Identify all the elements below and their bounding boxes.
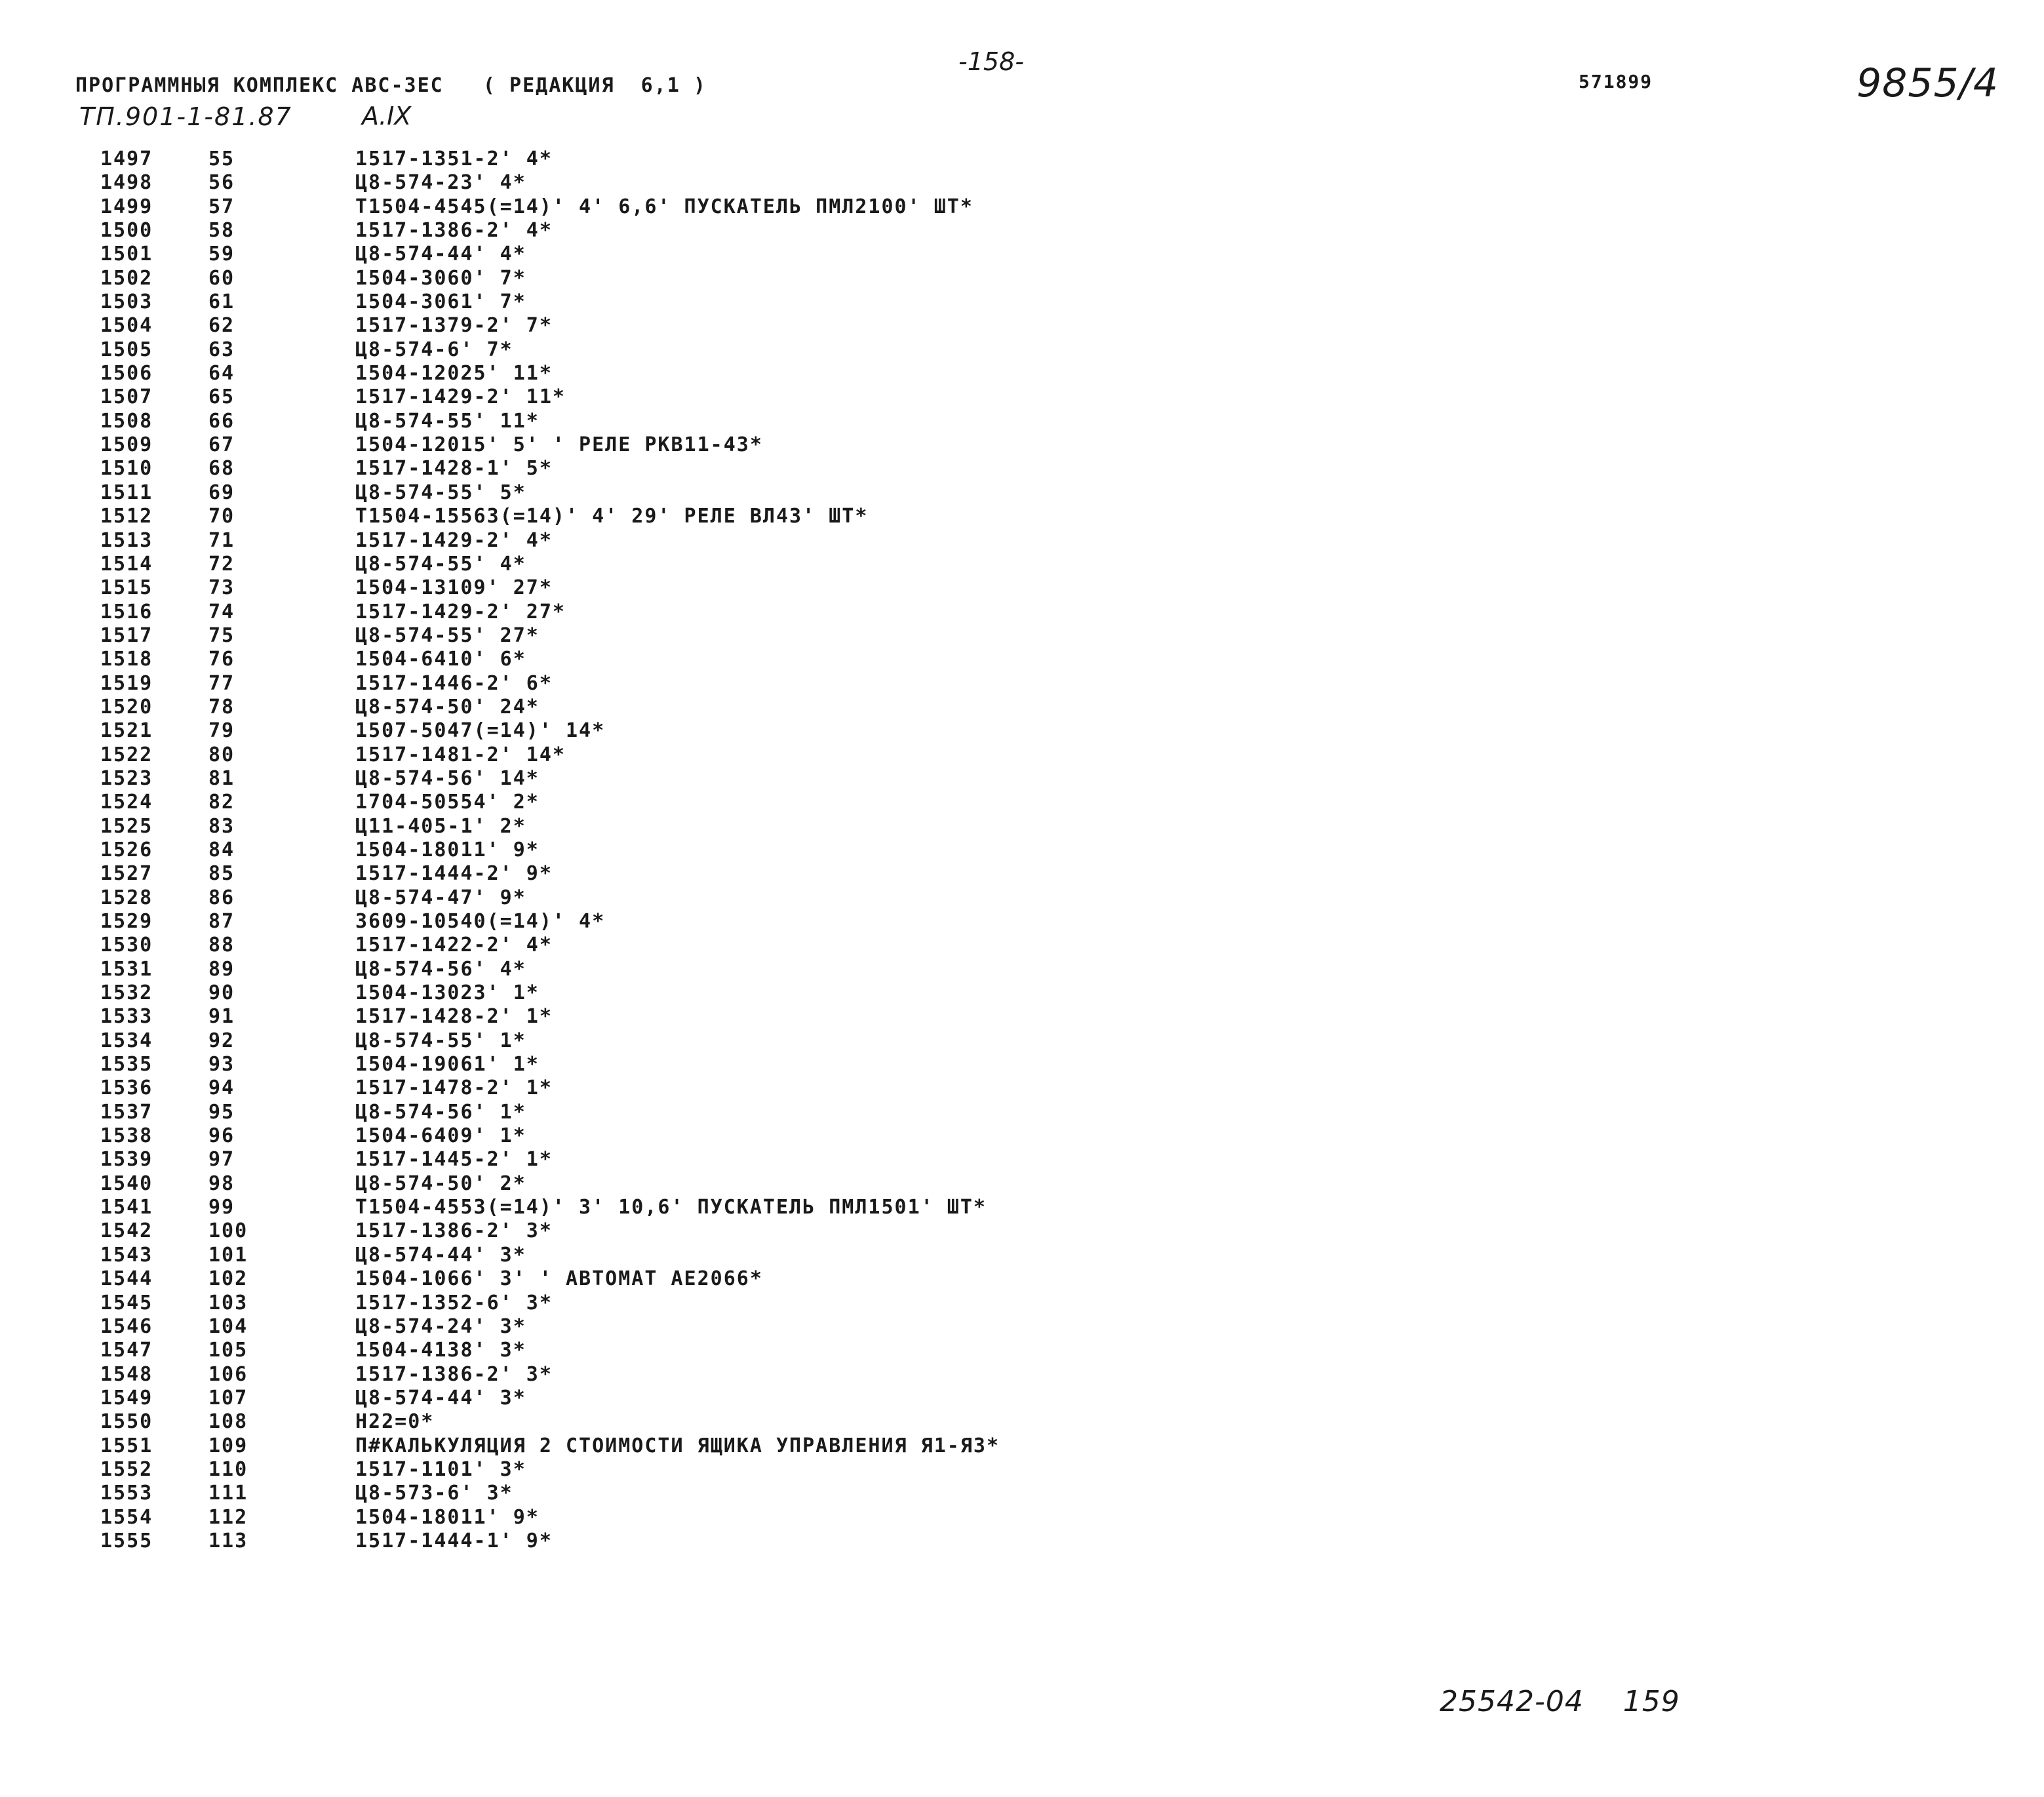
step-number: 74 <box>208 600 235 623</box>
record-text: Ц8-574-55' 5* <box>355 481 526 504</box>
step-number: 107 <box>208 1386 248 1410</box>
step-number: 102 <box>208 1267 248 1291</box>
line-number: 1513 <box>100 528 153 552</box>
step-number: 61 <box>208 290 235 314</box>
step-number: 79 <box>208 719 235 743</box>
line-number: 1522 <box>100 743 153 766</box>
step-number: 69 <box>208 481 235 504</box>
project-code: ТП.901-1-81.87 <box>79 102 292 131</box>
line-number: 1504 <box>100 314 153 338</box>
record-text: Т1504-4553(=14)' 3' 10,6' ПУСКАТЕЛЬ ПМЛ1501' ШТ* <box>355 1196 987 1219</box>
line-number: 1503 <box>100 290 153 314</box>
record-text: Ц8-573-6' 3* <box>355 1482 513 1505</box>
record-text: Н22=0* <box>355 1410 435 1434</box>
line-number: 1542 <box>100 1219 153 1243</box>
line-number: 1543 <box>100 1243 153 1267</box>
record-text: Ц11-405-1' 2* <box>355 814 526 838</box>
line-number: 1552 <box>100 1457 153 1481</box>
step-number: 95 <box>208 1100 235 1124</box>
record-text: 1704-50554' 2* <box>355 791 540 814</box>
page-number: -158- <box>958 47 1024 76</box>
step-number: 84 <box>208 838 235 861</box>
step-number: 73 <box>208 576 235 600</box>
sheet-code: 9855/4 <box>1857 60 1999 106</box>
line-number: 1548 <box>100 1362 153 1386</box>
step-number: 98 <box>208 1172 235 1195</box>
listing-row <box>0 267 2044 290</box>
listing-row <box>0 1053 2044 1076</box>
line-number: 1526 <box>100 838 153 861</box>
step-number: 62 <box>208 314 235 338</box>
listing-row <box>0 219 2044 243</box>
listing-row <box>0 1219 2044 1243</box>
step-number: 65 <box>208 385 235 409</box>
record-text: 1517-1445-2' 1* <box>355 1148 553 1172</box>
record-text: 1517-1478-2' 1* <box>355 1076 553 1100</box>
record-text: 1517-1428-2' 1* <box>355 1005 553 1029</box>
record-text: 1517-1422-2' 4* <box>355 934 553 957</box>
step-number: 57 <box>208 195 235 218</box>
line-number: 1529 <box>100 910 153 933</box>
line-number: 1532 <box>100 981 153 1005</box>
listing-row <box>0 1315 2044 1339</box>
listing-row <box>0 1172 2044 1196</box>
step-number: 78 <box>208 695 235 719</box>
line-number: 1521 <box>100 719 153 743</box>
step-number: 113 <box>208 1529 248 1552</box>
record-text: 1517-1428-1' 5* <box>355 457 553 481</box>
record-text: 1517-1379-2' 7* <box>355 314 553 338</box>
line-number: 1519 <box>100 671 153 695</box>
album-reference: А.IX <box>362 102 412 130</box>
line-number: 1528 <box>100 886 153 909</box>
line-number: 1502 <box>100 266 153 290</box>
line-number: 1546 <box>100 1314 153 1338</box>
listing-row <box>0 767 2044 791</box>
step-number: 110 <box>208 1457 248 1481</box>
line-number: 1553 <box>100 1482 153 1505</box>
listing-row <box>0 529 2044 553</box>
line-number: 1541 <box>100 1196 153 1219</box>
record-text: 1517-1352-6' 3* <box>355 1291 553 1314</box>
line-number: 1537 <box>100 1100 153 1124</box>
listing-row <box>0 648 2044 671</box>
step-number: 68 <box>208 457 235 481</box>
listing-row <box>0 1458 2044 1482</box>
step-number: 105 <box>208 1339 248 1362</box>
listing-row <box>0 195 2044 219</box>
listing-row <box>0 839 2044 862</box>
listing-row <box>0 362 2044 385</box>
listing-row <box>0 314 2044 338</box>
record-text: 1517-1351-2' 4* <box>355 148 553 170</box>
step-number: 77 <box>208 671 235 695</box>
record-text: 1517-1101' 3* <box>355 1457 526 1481</box>
step-number: 82 <box>208 791 235 814</box>
listing-row <box>0 1005 2044 1029</box>
record-text: 1504-6410' 6* <box>355 648 526 671</box>
record-text: 1504-12015' 5' ' РЕЛЕ РКВ11-43* <box>355 433 763 457</box>
listing-row <box>0 148 2044 171</box>
listing-row <box>0 1267 2044 1291</box>
record-text: Ц8-574-44' 3* <box>355 1386 526 1410</box>
step-number: 71 <box>208 528 235 552</box>
listing-row <box>0 1076 2044 1100</box>
record-text: Ц8-574-56' 4* <box>355 957 526 981</box>
line-number: 1516 <box>100 600 153 623</box>
step-number: 104 <box>208 1314 248 1338</box>
step-number: 67 <box>208 433 235 457</box>
step-number: 101 <box>208 1243 248 1267</box>
record-text: 1504-13023' 1* <box>355 981 540 1005</box>
step-number: 91 <box>208 1005 235 1029</box>
listing-row <box>0 1530 2044 1553</box>
listing-row <box>0 433 2044 457</box>
line-number: 1501 <box>100 243 153 266</box>
line-number: 1499 <box>100 195 153 218</box>
record-text: Ц8-574-6' 7* <box>355 338 513 361</box>
line-number: 1547 <box>100 1339 153 1362</box>
listing-row <box>0 457 2044 481</box>
line-number: 1518 <box>100 648 153 671</box>
step-number: 89 <box>208 957 235 981</box>
record-text: Ц8-574-50' 24* <box>355 695 540 719</box>
line-number: 1497 <box>100 148 153 170</box>
listing-row <box>0 791 2044 814</box>
listing-row <box>0 243 2044 266</box>
record-text: Т1504-15563(=14)' 4' 29' РЕЛЕ ВЛ43' ШТ* <box>355 505 869 528</box>
step-number: 81 <box>208 766 235 790</box>
footer-stamp: 25542-04 159 <box>1440 1685 1680 1718</box>
listing-row <box>0 1506 2044 1530</box>
listing-row <box>0 1029 2044 1053</box>
step-number: 86 <box>208 886 235 909</box>
listing-row <box>0 1244 2044 1267</box>
step-number: 59 <box>208 243 235 266</box>
listing-row <box>0 338 2044 362</box>
record-text: 1517-1446-2' 6* <box>355 671 553 695</box>
step-number: 66 <box>208 409 235 433</box>
record-text: 3609-10540(=14)' 4* <box>355 910 606 933</box>
record-text: Ц8-574-56' 14* <box>355 766 540 790</box>
step-number: 99 <box>208 1196 235 1219</box>
step-number: 100 <box>208 1219 248 1243</box>
listing-row <box>0 601 2044 624</box>
record-text: 1504-12025' 11* <box>355 362 553 385</box>
step-number: 72 <box>208 552 235 576</box>
line-number: 1525 <box>100 814 153 838</box>
line-number: 1530 <box>100 934 153 957</box>
listing-row <box>0 481 2044 505</box>
line-number: 1535 <box>100 1053 153 1076</box>
line-number: 1531 <box>100 957 153 981</box>
listing-row <box>0 1196 2044 1219</box>
record-text: 1504-19061' 1* <box>355 1053 540 1076</box>
step-number: 96 <box>208 1124 235 1148</box>
listing-row <box>0 886 2044 910</box>
listing-row <box>0 505 2044 528</box>
step-number: 112 <box>208 1505 248 1529</box>
record-text: 1517-1429-2' 4* <box>355 528 553 552</box>
step-number: 56 <box>208 171 235 195</box>
listing-row <box>0 815 2044 839</box>
line-number: 1555 <box>100 1529 153 1552</box>
record-text: Т1504-4545(=14)' 4' 6,6' ПУСКАТЕЛЬ ПМЛ2100' ШТ* <box>355 195 973 218</box>
line-number: 1534 <box>100 1029 153 1052</box>
step-number: 87 <box>208 910 235 933</box>
record-text: Ц8-574-47' 9* <box>355 886 526 909</box>
record-text: 1504-4138' 3* <box>355 1339 526 1362</box>
record-text: Ц8-574-56' 1* <box>355 1100 526 1124</box>
line-number: 1506 <box>100 362 153 385</box>
step-number: 103 <box>208 1291 248 1314</box>
listing-row <box>0 1339 2044 1362</box>
listing-row <box>0 981 2044 1005</box>
listing-row <box>0 553 2044 576</box>
line-number: 1505 <box>100 338 153 361</box>
line-number: 1509 <box>100 433 153 457</box>
step-number: 93 <box>208 1053 235 1076</box>
record-text: 1517-1481-2' 14* <box>355 743 566 766</box>
record-text: 1517-1444-1' 9* <box>355 1529 553 1552</box>
record-text: 1517-1386-2' 3* <box>355 1362 553 1386</box>
record-text: 1517-1386-2' 4* <box>355 219 553 243</box>
listing-row <box>0 1124 2044 1148</box>
line-number: 1508 <box>100 409 153 433</box>
record-text: Ц8-574-24' 3* <box>355 1314 526 1338</box>
line-number: 1533 <box>100 1005 153 1029</box>
step-number: 109 <box>208 1434 248 1457</box>
step-number: 92 <box>208 1029 235 1052</box>
line-number: 1545 <box>100 1291 153 1314</box>
step-number: 55 <box>208 148 235 170</box>
record-text: Ц8-574-44' 4* <box>355 243 526 266</box>
line-number: 1507 <box>100 385 153 409</box>
listing-row <box>0 1101 2044 1124</box>
line-number: 1524 <box>100 791 153 814</box>
step-number: 70 <box>208 505 235 528</box>
listing-row <box>0 1434 2044 1458</box>
record-text: Ц8-574-55' 1* <box>355 1029 526 1052</box>
line-number: 1520 <box>100 695 153 719</box>
step-number: 58 <box>208 219 235 243</box>
record-text: 1507-5047(=14)' 14* <box>355 719 606 743</box>
listing-row <box>0 1410 2044 1434</box>
line-number: 1536 <box>100 1076 153 1100</box>
step-number: 76 <box>208 648 235 671</box>
listing-row <box>0 1363 2044 1387</box>
record-text: 1504-3060' 7* <box>355 266 526 290</box>
record-text: Ц8-574-44' 3* <box>355 1243 526 1267</box>
step-number: 64 <box>208 362 235 385</box>
step-number: 80 <box>208 743 235 766</box>
step-number: 63 <box>208 338 235 361</box>
record-text: Ц8-574-55' 11* <box>355 409 540 433</box>
listing-row <box>0 624 2044 648</box>
program-header: ПРОГРАММНЫЯ КОМПЛЕКС АВС-3ЕС ( РЕДАКЦИЯ 6,1 ) <box>75 74 707 97</box>
record-text: 1517-1444-2' 9* <box>355 862 553 886</box>
step-number: 75 <box>208 623 235 647</box>
listing-row <box>0 672 2044 696</box>
record-text: Ц8-574-55' 4* <box>355 552 526 576</box>
record-text: 1517-1429-2' 27* <box>355 600 566 623</box>
listing-row <box>0 385 2044 409</box>
line-number: 1510 <box>100 457 153 481</box>
record-text: 1517-1386-2' 3* <box>355 1219 553 1243</box>
record-text: 1517-1429-2' 11* <box>355 385 566 409</box>
step-number: 94 <box>208 1076 235 1100</box>
program-listing <box>0 148 2044 1553</box>
listing-row <box>0 719 2044 743</box>
step-number: 85 <box>208 862 235 886</box>
record-text: 1504-13109' 27* <box>355 576 553 600</box>
line-number: 1539 <box>100 1148 153 1172</box>
step-number: 90 <box>208 981 235 1005</box>
line-number: 1527 <box>100 862 153 886</box>
line-number: 1538 <box>100 1124 153 1148</box>
record-text: Ц8-574-50' 2* <box>355 1172 526 1195</box>
record-text: 1504-18011' 9* <box>355 1505 540 1529</box>
step-number: 108 <box>208 1410 248 1434</box>
line-number: 1515 <box>100 576 153 600</box>
step-number: 60 <box>208 266 235 290</box>
listing-row <box>0 290 2044 314</box>
listing-row <box>0 696 2044 719</box>
line-number: 1523 <box>100 766 153 790</box>
line-number: 1517 <box>100 623 153 647</box>
step-number: 106 <box>208 1362 248 1386</box>
step-number: 83 <box>208 814 235 838</box>
listing-row <box>0 958 2044 981</box>
listing-row <box>0 1387 2044 1410</box>
listing-row <box>0 862 2044 886</box>
line-number: 1498 <box>100 171 153 195</box>
listing-row <box>0 1292 2044 1315</box>
line-number: 1514 <box>100 552 153 576</box>
listing-row <box>0 910 2044 934</box>
listing-row <box>0 934 2044 957</box>
record-text: Ц8-574-55' 27* <box>355 623 540 647</box>
line-number: 1511 <box>100 481 153 504</box>
document-id: 571899 <box>1579 71 1653 92</box>
step-number: 97 <box>208 1148 235 1172</box>
line-number: 1540 <box>100 1172 153 1195</box>
line-number: 1551 <box>100 1434 153 1457</box>
step-number: 111 <box>208 1482 248 1505</box>
record-text: Ц8-574-23' 4* <box>355 171 526 195</box>
listing-row <box>0 1148 2044 1172</box>
line-number: 1549 <box>100 1386 153 1410</box>
listing-row <box>0 410 2044 433</box>
line-number: 1554 <box>100 1505 153 1529</box>
line-number: 1550 <box>100 1410 153 1434</box>
step-number: 88 <box>208 934 235 957</box>
listing-row <box>0 576 2044 600</box>
record-text: 1504-1066' 3' ' АВТОМАТ АЕ2066* <box>355 1267 763 1291</box>
line-number: 1544 <box>100 1267 153 1291</box>
listing-row <box>0 1482 2044 1505</box>
listing-row <box>0 171 2044 195</box>
record-text: 1504-6409' 1* <box>355 1124 526 1148</box>
record-text: 1504-18011' 9* <box>355 838 540 861</box>
listing-row <box>0 743 2044 767</box>
line-number: 1512 <box>100 505 153 528</box>
record-text: 1504-3061' 7* <box>355 290 526 314</box>
record-text: П#КАЛЬКУЛЯЦИЯ 2 СТОИМОСТИ ЯЩИКА УПРАВЛЕНИЯ Я1-Я3* <box>355 1434 1000 1457</box>
line-number: 1500 <box>100 219 153 243</box>
